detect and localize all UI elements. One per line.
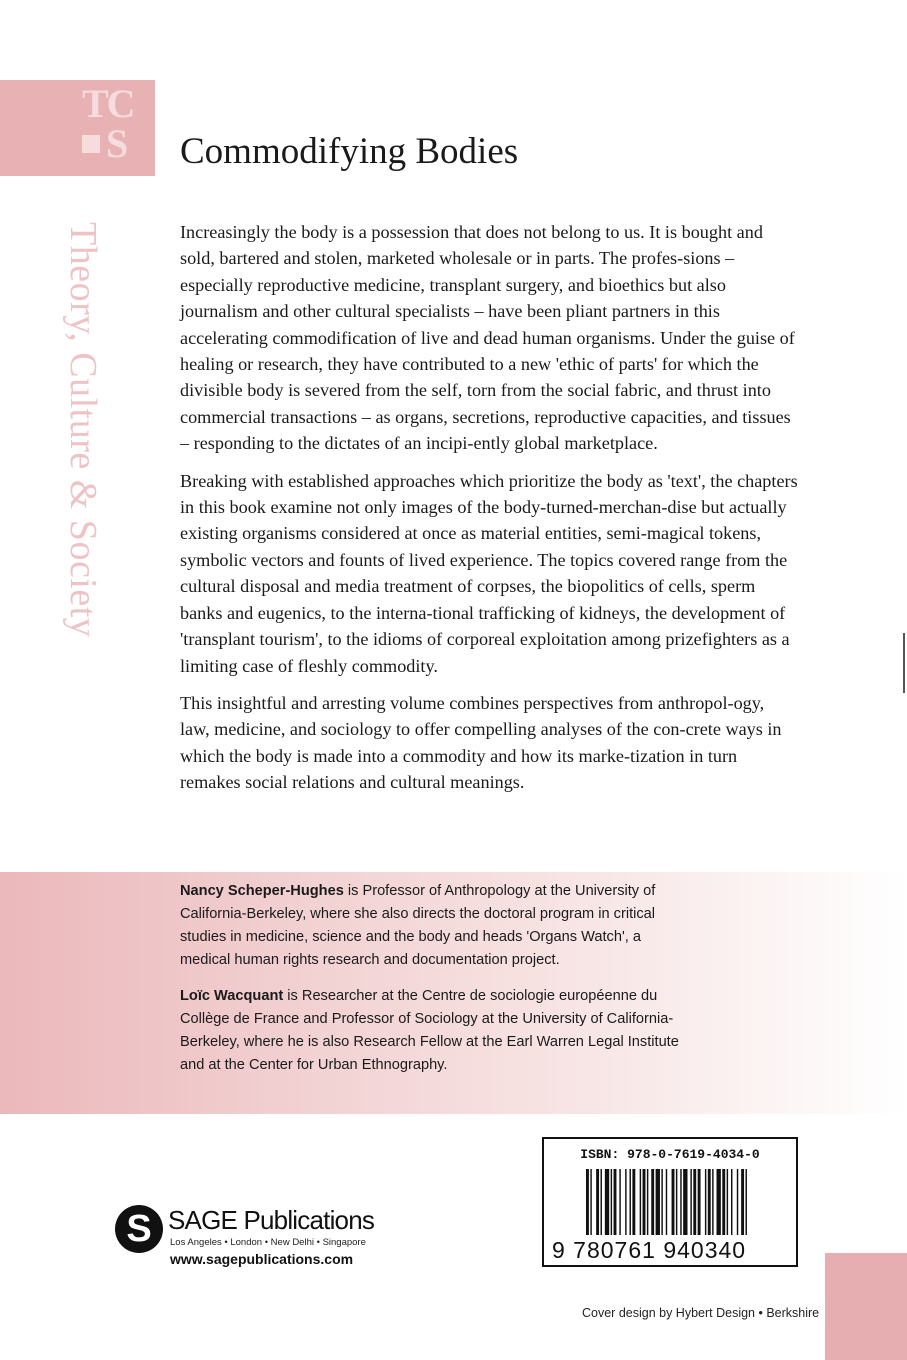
author-bio: [180, 985, 680, 1077]
author-bio: [180, 880, 680, 972]
barcode-bars-icon: [586, 1169, 786, 1239]
barcode-bar: [630, 1169, 631, 1235]
barcode-bar: [590, 1169, 591, 1235]
barcode-bar: [698, 1169, 701, 1235]
barcode-bar: [611, 1169, 612, 1235]
barcode-bar: [683, 1169, 687, 1235]
barcode-bar: [619, 1169, 620, 1235]
barcode-bar: [601, 1169, 602, 1235]
book-blurb: [180, 219, 798, 807]
barcode-bar: [731, 1169, 732, 1235]
barcode-bar: [647, 1169, 648, 1235]
barcode-bar: [690, 1169, 691, 1235]
publisher-block: [115, 1205, 415, 1275]
barcode-bar: [632, 1169, 635, 1235]
barcode-bar: [605, 1169, 609, 1235]
barcode-bar: [651, 1169, 654, 1235]
publisher-cities: Los Angeles • London • New Delhi • Singapore: [170, 1237, 366, 1248]
barcode-bar: [680, 1169, 681, 1235]
series-logo-bottom-letter: S: [106, 121, 127, 166]
barcode-bar: [625, 1169, 626, 1235]
barcode-bar: [666, 1169, 667, 1235]
barcode-bar: [596, 1169, 599, 1235]
barcode-bar: [741, 1169, 744, 1235]
barcode-bar: [614, 1169, 617, 1235]
isbn-barcode: [542, 1137, 798, 1267]
corner-color-block: [825, 1253, 907, 1360]
blurb-paragraph: Increasingly the body is a possession that does not belong to us. It is bought and sold, bartered and stolen, marketed wholesale or in parts. The profes-sions – especially reproductive medicine, transplant surgery, and bioethics but also journalism and other cultural specialists – have been pliant partners in this accelerating commodification of live and dead human organisms. Under the guise of healing or research, they have contributed to a new 'ethic of parts' for which the divisible body is severed from the self, torn from the social fabric, and thrust into commercial transactions – as organs, secretions, reproductive capacities, and tissues – responding to the dictates of an incipi-ently global marketplace.: [180, 222, 795, 454]
barcode-bar: [708, 1169, 711, 1235]
logo-square-icon: [82, 135, 100, 153]
isbn-label: ISBN: 978-0-7619-4034-0: [580, 1147, 760, 1162]
barcode-bar: [712, 1169, 713, 1235]
barcode-digits: 9 780761 940340: [552, 1237, 747, 1263]
author-bio-text: is Professor of Anthropology at the University of California-Berkeley, where she also directs the doctoral program in critical studies in medicine, science and the body and heads 'Organs Watch', a medical human rights research and documentation project.: [180, 883, 656, 968]
series-logo: [82, 81, 154, 172]
author-bio-text: is Researcher at the Centre de sociologie européenne du Collège de France and Professor of Sociology at the University of California-Berkeley, where he is also Research Fellow at the Earl Warren Legal Institute and at the Center for Urban Ethnography.: [180, 988, 679, 1073]
publisher-url: www.sagepublications.com: [170, 1251, 354, 1267]
barcode-bar: [643, 1169, 646, 1235]
barcode-bar: [656, 1169, 660, 1235]
barcode-bar: [672, 1169, 675, 1235]
author-bios: [180, 880, 680, 1090]
barcode-bar: [722, 1169, 725, 1235]
barcode-bar: [693, 1169, 696, 1235]
sage-logo-icon: S: [115, 1205, 163, 1253]
series-vertical-title: Theory, Culture & Society: [62, 222, 104, 638]
barcode-bar: [640, 1169, 641, 1235]
barcode-bar: [727, 1169, 728, 1235]
series-logo-top: TC: [82, 81, 134, 126]
publisher-name: SAGE Publications: [168, 1205, 375, 1235]
barcode-bar: [737, 1169, 738, 1235]
author-name: Loïc Wacquant: [180, 988, 284, 1004]
barcode-bar: [705, 1169, 706, 1235]
barcode-bar: [661, 1169, 662, 1235]
blurb-paragraph: This insightful and arresting volume combines perspectives from anthropol-ogy, law, medicine, and sociology to offer compelling analyses of the con-crete ways in which the body is made into a commodity and how its marke-tization in turn remakes social relations and cultural meanings.: [180, 692, 782, 793]
book-title: Commodifying Bodies: [180, 131, 519, 172]
edge-mark: [903, 633, 905, 693]
barcode-bar: [676, 1169, 677, 1235]
blurb-paragraph: Breaking with established approaches which prioritize the body as 'text', the chapters in this book examine not only images of the body-turned-merchan-dise but actually existing organisms considered at once as material entities, semi-magical tokens, symbolic vectors and founts of lived experience. The topics covered range from the cultural disposal and media treatment of corpses, the biopolitics of cells, sperm banks and eugenics, to the interna-tional trafficking of kidneys, the development of 'transplant tourism', to the idioms of corporeal exploitation among prizefighters as a limiting case of fleshly commodity.: [180, 470, 798, 676]
barcode-bar: [717, 1169, 721, 1235]
author-name: Nancy Scheper-Hughes: [180, 883, 344, 899]
series-logo-bottom: [82, 121, 127, 166]
cover-design-credit: Cover design by Hybert Design • Berkshire: [582, 1306, 820, 1320]
barcode-bar: [586, 1169, 589, 1235]
barcode-bar: [746, 1169, 747, 1235]
